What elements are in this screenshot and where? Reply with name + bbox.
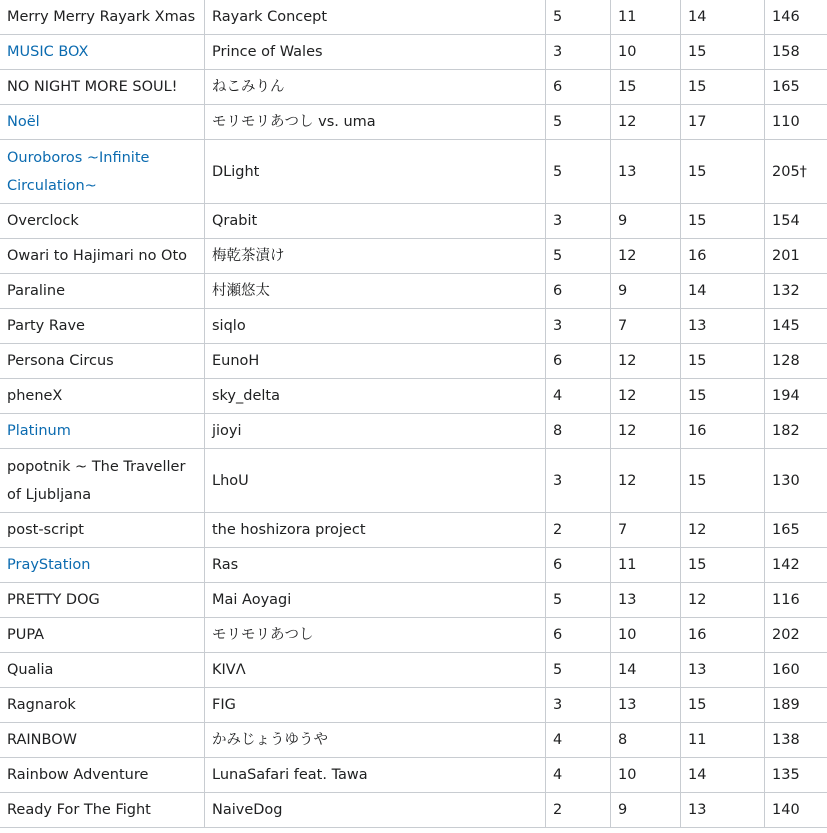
song-artist: Qrabit [205, 204, 546, 239]
song-artist: モリモリあつし [205, 618, 546, 653]
normal-level: 7 [611, 309, 681, 344]
song-artist: 村瀬悠太 [205, 274, 546, 309]
table-row [0, 723, 827, 758]
hard-level: 15 [681, 35, 765, 70]
song-bpm: 128 [765, 344, 827, 379]
song-title: Qualia [0, 653, 205, 688]
song-bpm: 154 [765, 204, 827, 239]
easy-level: 6 [546, 70, 611, 105]
normal-level: 13 [611, 583, 681, 618]
song-bpm: 189 [765, 688, 827, 723]
hard-level: 15 [681, 688, 765, 723]
song-title: pheneX [0, 379, 205, 414]
table-row [0, 309, 827, 344]
hard-level: 12 [681, 513, 765, 548]
song-title: Ready For The Fight [0, 793, 205, 828]
song-bpm: 160 [765, 653, 827, 688]
normal-level: 14 [611, 653, 681, 688]
hard-level: 14 [681, 758, 765, 793]
song-title: PUPA [0, 618, 205, 653]
table-row [0, 513, 827, 548]
song-artist: the hoshizora project [205, 513, 546, 548]
easy-level: 3 [546, 688, 611, 723]
normal-level: 7 [611, 513, 681, 548]
hard-level: 15 [681, 548, 765, 583]
song-artist: siqlo [205, 309, 546, 344]
normal-level: 10 [611, 758, 681, 793]
hard-level: 15 [681, 70, 765, 105]
hard-level: 13 [681, 793, 765, 828]
song-bpm: 165 [765, 513, 827, 548]
song-title: Persona Circus [0, 344, 205, 379]
table-row [0, 239, 827, 274]
table-row [0, 35, 827, 70]
song-title: Merry Merry Rayark Xmas [0, 0, 205, 35]
easy-level: 2 [546, 793, 611, 828]
normal-level: 12 [611, 414, 681, 449]
song-artist: Rayark Concept [205, 0, 546, 35]
song-bpm: 145 [765, 309, 827, 344]
easy-level: 6 [546, 548, 611, 583]
song-artist: 梅乾茶漬け [205, 239, 546, 274]
hard-level: 13 [681, 653, 765, 688]
easy-level: 4 [546, 379, 611, 414]
table-row [0, 653, 827, 688]
normal-level: 12 [611, 449, 681, 513]
song-artist: LhoU [205, 449, 546, 513]
normal-level: 12 [611, 344, 681, 379]
table-row [0, 793, 827, 828]
normal-level: 10 [611, 35, 681, 70]
normal-level: 11 [611, 0, 681, 35]
song-bpm: 158 [765, 35, 827, 70]
song-artist: NaiveDog [205, 793, 546, 828]
song-artist: Mai Aoyagi [205, 583, 546, 618]
easy-level: 6 [546, 344, 611, 379]
hard-level: 11 [681, 723, 765, 758]
song-title: Owari to Hajimari no Oto [0, 239, 205, 274]
table-row [0, 105, 827, 140]
song-title-link[interactable]: Noël [0, 105, 205, 140]
hard-level: 16 [681, 414, 765, 449]
normal-level: 13 [611, 140, 681, 204]
song-title-link[interactable]: Ouroboros ~Infinite Circulation~ [0, 140, 205, 204]
song-artist: ねこみりん [205, 70, 546, 105]
song-bpm: 202 [765, 618, 827, 653]
song-title-link[interactable]: Platinum [0, 414, 205, 449]
song-bpm: 205† [765, 140, 827, 204]
song-artist: モリモリあつし vs. uma [205, 105, 546, 140]
easy-level: 3 [546, 309, 611, 344]
normal-level: 9 [611, 793, 681, 828]
normal-level: 11 [611, 548, 681, 583]
table-row [0, 548, 827, 583]
song-bpm: 182 [765, 414, 827, 449]
hard-level: 15 [681, 379, 765, 414]
table-row [0, 583, 827, 618]
song-title-link[interactable]: MUSIC BOX [0, 35, 205, 70]
song-bpm: 116 [765, 583, 827, 618]
table-row [0, 140, 827, 204]
hard-level: 15 [681, 140, 765, 204]
table-row [0, 0, 827, 35]
song-bpm: 140 [765, 793, 827, 828]
easy-level: 6 [546, 618, 611, 653]
table-row [0, 758, 827, 793]
song-title: popotnik ~ The Traveller of Ljubljana [0, 449, 205, 513]
song-title: NO NIGHT MORE SOUL! [0, 70, 205, 105]
easy-level: 5 [546, 239, 611, 274]
song-title: Ragnarok [0, 688, 205, 723]
hard-level: 15 [681, 344, 765, 379]
song-title: RAINBOW [0, 723, 205, 758]
song-bpm: 110 [765, 105, 827, 140]
easy-level: 3 [546, 35, 611, 70]
easy-level: 5 [546, 583, 611, 618]
hard-level: 17 [681, 105, 765, 140]
table-row [0, 274, 827, 309]
song-artist: sky_delta [205, 379, 546, 414]
hard-level: 16 [681, 618, 765, 653]
song-bpm: 201 [765, 239, 827, 274]
song-bpm: 194 [765, 379, 827, 414]
easy-level: 6 [546, 274, 611, 309]
normal-level: 15 [611, 70, 681, 105]
hard-level: 15 [681, 204, 765, 239]
song-artist: KIVΛ [205, 653, 546, 688]
table-row [0, 449, 827, 513]
normal-level: 13 [611, 688, 681, 723]
song-bpm: 130 [765, 449, 827, 513]
easy-level: 2 [546, 513, 611, 548]
easy-level: 4 [546, 723, 611, 758]
song-title: Paraline [0, 274, 205, 309]
table-row [0, 70, 827, 105]
song-title: PRETTY DOG [0, 583, 205, 618]
song-artist: かみじょうゆうや [205, 723, 546, 758]
song-title: post-script [0, 513, 205, 548]
table-row [0, 618, 827, 653]
easy-level: 3 [546, 449, 611, 513]
easy-level: 4 [546, 758, 611, 793]
normal-level: 9 [611, 274, 681, 309]
song-artist: EunoH [205, 344, 546, 379]
normal-level: 8 [611, 723, 681, 758]
normal-level: 10 [611, 618, 681, 653]
easy-level: 3 [546, 204, 611, 239]
song-bpm: 138 [765, 723, 827, 758]
song-bpm: 142 [765, 548, 827, 583]
hard-level: 16 [681, 239, 765, 274]
song-title-link[interactable]: PrayStation [0, 548, 205, 583]
table-row [0, 414, 827, 449]
easy-level: 5 [546, 105, 611, 140]
normal-level: 12 [611, 105, 681, 140]
easy-level: 5 [546, 653, 611, 688]
song-artist: FIG [205, 688, 546, 723]
song-title: Rainbow Adventure [0, 758, 205, 793]
table-row [0, 688, 827, 723]
song-bpm: 165 [765, 70, 827, 105]
song-title: Overclock [0, 204, 205, 239]
table-row [0, 204, 827, 239]
hard-level: 14 [681, 0, 765, 35]
easy-level: 5 [546, 0, 611, 35]
table-row [0, 379, 827, 414]
song-artist: Ras [205, 548, 546, 583]
normal-level: 12 [611, 239, 681, 274]
normal-level: 9 [611, 204, 681, 239]
song-artist: LunaSafari feat. Tawa [205, 758, 546, 793]
song-artist: jioyi [205, 414, 546, 449]
song-bpm: 135 [765, 758, 827, 793]
easy-level: 8 [546, 414, 611, 449]
table-row [0, 344, 827, 379]
hard-level: 13 [681, 309, 765, 344]
hard-level: 14 [681, 274, 765, 309]
easy-level: 5 [546, 140, 611, 204]
hard-level: 12 [681, 583, 765, 618]
hard-level: 15 [681, 449, 765, 513]
song-bpm: 146 [765, 0, 827, 35]
song-title: Party Rave [0, 309, 205, 344]
normal-level: 12 [611, 379, 681, 414]
song-artist: DLight [205, 140, 546, 204]
song-bpm: 132 [765, 274, 827, 309]
song-artist: Prince of Wales [205, 35, 546, 70]
